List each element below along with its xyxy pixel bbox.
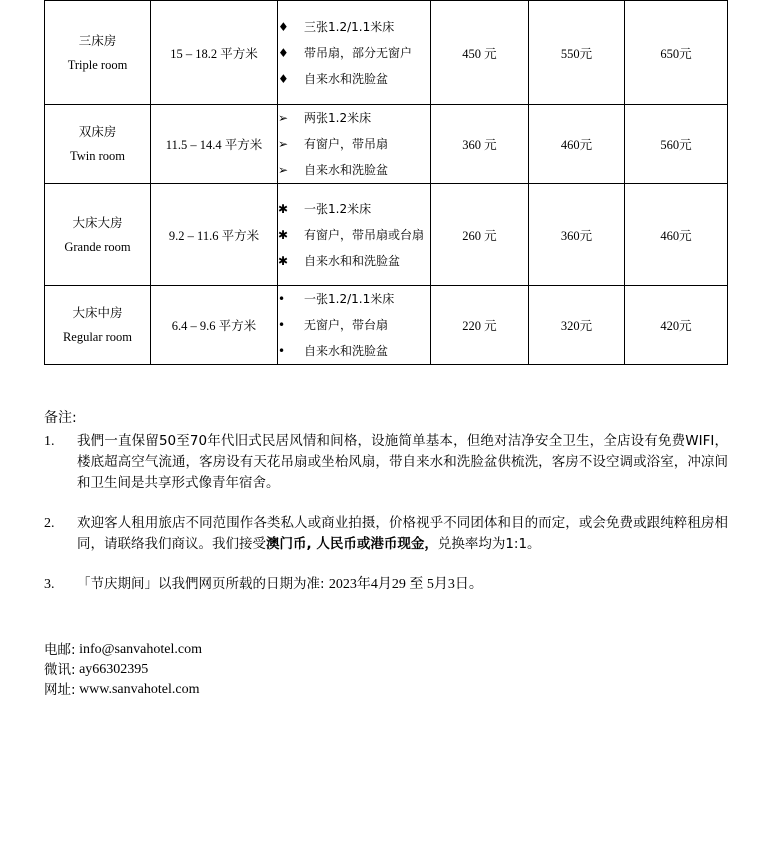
feature-text: 自来水和洗脸盆 <box>304 344 389 358</box>
room-price: 360元 <box>529 184 625 286</box>
room-price: 320元 <box>529 286 625 365</box>
bullet-icon: • <box>278 292 286 306</box>
email-row <box>44 640 202 660</box>
feature-item <box>278 312 430 338</box>
currency-highlight: 澳门币, 人民币或港币现金， <box>266 536 438 552</box>
bullet-icon: ➢ <box>278 111 289 125</box>
room-name-en: Twin room <box>69 149 126 163</box>
room-name-en: Grande room <box>64 239 131 254</box>
room-price: 360 元 <box>431 105 529 184</box>
bullet-icon: ✱ <box>278 227 289 242</box>
room-price: 560元 <box>625 105 728 184</box>
room-price: 450 元 <box>431 1 529 105</box>
feature-item <box>278 248 430 274</box>
note-text: 我們一直保留50至70年代旧式民居风情和间格，设施简单基本，但绝对洁净安全卫生，全店设有免费WIFI，楼底超高空气流通，客房设有天花吊扇或坐枱风扇，带自来水和洗脸盆供梳洗，客房不设空调或浴室，冲凉间和卫生间是共享形式像青年宿舍。 <box>77 433 728 491</box>
bullet-icon: ♦ <box>278 71 289 86</box>
note-text-part: 「节庆期间」以我們网页所载的日期为准: <box>77 576 325 592</box>
wechat-row <box>44 660 202 680</box>
festival-dates: 2023年4月29 至 5月3日。 <box>328 577 483 592</box>
bullet-icon: ♦ <box>278 19 289 34</box>
room-features-cell <box>278 1 431 105</box>
feature-item <box>278 196 430 222</box>
room-row <box>45 1 728 105</box>
room-row <box>45 286 728 365</box>
room-size: 15 – 18.2 平方米 <box>151 1 278 105</box>
feature-item <box>278 40 430 66</box>
room-name-cn: 大床大房 <box>72 214 123 230</box>
feature-item <box>278 157 430 183</box>
feature-text: 自来水和和洗脸盆 <box>304 253 401 268</box>
email-label: 电邮: <box>44 642 76 658</box>
contact-info <box>44 640 202 700</box>
room-price: 260 元 <box>431 184 529 286</box>
feature-text: 自来水和洗脸盆 <box>304 71 389 86</box>
feature-text: 三张1.2/1.1米床 <box>304 19 395 34</box>
room-features-cell <box>278 184 431 286</box>
room-type-cell <box>45 286 151 365</box>
room-features-cell <box>278 286 431 365</box>
room-price: 650元 <box>625 1 728 105</box>
notes-title: 备注: <box>44 410 77 426</box>
room-rate-table <box>44 0 728 365</box>
feature-item <box>278 66 430 92</box>
room-size: 9.2 – 11.6 平方米 <box>151 184 278 286</box>
email-link[interactable]: info@sanvahotel.com <box>79 642 202 657</box>
room-size: 6.4 – 9.6 平方米 <box>151 286 278 365</box>
room-price: 460元 <box>625 184 728 286</box>
note-number: 1. <box>44 434 55 449</box>
feature-text: 无窗户，带台扇 <box>304 318 389 332</box>
note-text-part: 兑换率均为1:1。 <box>437 536 541 552</box>
bullet-icon: ✱ <box>278 201 289 216</box>
wechat-id: ay66302395 <box>79 662 149 677</box>
note-item <box>44 513 728 555</box>
feature-item <box>278 338 430 364</box>
website-label: 网址: <box>44 682 76 698</box>
note-number: 3. <box>44 577 55 592</box>
feature-text: 一张1.2/1.1米床 <box>304 292 395 306</box>
feature-text: 带吊扇，部分无窗户 <box>304 45 413 60</box>
bullet-icon: ➢ <box>278 137 289 151</box>
website-link[interactable]: www.sanvahotel.com <box>79 682 200 697</box>
note-number: 2. <box>44 516 55 531</box>
room-name-cn: 大床中房 <box>72 305 123 320</box>
feature-text: 有窗户，带吊扇 <box>304 137 389 151</box>
feature-item <box>278 14 430 40</box>
room-size: 11.5 – 14.4 平方米 <box>151 105 278 184</box>
room-name-en: Triple room <box>67 57 128 72</box>
room-row <box>45 105 728 184</box>
room-price: 550元 <box>529 1 625 105</box>
feature-text: 自来水和洗脸盆 <box>304 163 389 177</box>
room-price: 460元 <box>529 105 625 184</box>
room-type-cell <box>45 1 151 105</box>
bullet-icon: ✱ <box>278 253 289 268</box>
website-row <box>44 680 202 700</box>
room-type-cell <box>45 105 151 184</box>
bullet-icon: ➢ <box>278 163 289 177</box>
bullet-icon: ♦ <box>278 45 289 60</box>
room-features-cell <box>278 105 431 184</box>
feature-text: 有窗户，带吊扇或台扇 <box>304 227 425 242</box>
note-text <box>77 574 728 595</box>
feature-item <box>278 105 430 131</box>
feature-text: 一张1.2米床 <box>304 201 372 216</box>
room-name-cn: 三床房 <box>78 32 117 48</box>
room-price: 220 元 <box>431 286 529 365</box>
notes-section <box>44 407 728 595</box>
note-text-part: 欢迎客人租用旅店不同范围作各类私人或商业拍摄，价格视乎不同团体和目的而定，或会免费或跟纯粹租房相同，请联络我们商议。我们接受 <box>77 515 728 552</box>
room-type-cell <box>45 184 151 286</box>
note-item <box>44 431 728 494</box>
feature-item <box>278 222 430 248</box>
room-price: 420元 <box>625 286 728 365</box>
note-item <box>44 574 728 595</box>
room-row <box>45 184 728 286</box>
room-name-cn: 双床房 <box>78 124 117 139</box>
bullet-icon: • <box>278 344 286 358</box>
feature-item <box>278 286 430 312</box>
wechat-label: 微讯: <box>44 662 76 678</box>
room-name-en: Regular room <box>62 330 133 344</box>
feature-text: 两张1.2米床 <box>304 111 372 125</box>
note-text <box>77 513 728 555</box>
bullet-icon: • <box>278 318 286 332</box>
feature-item <box>278 131 430 157</box>
